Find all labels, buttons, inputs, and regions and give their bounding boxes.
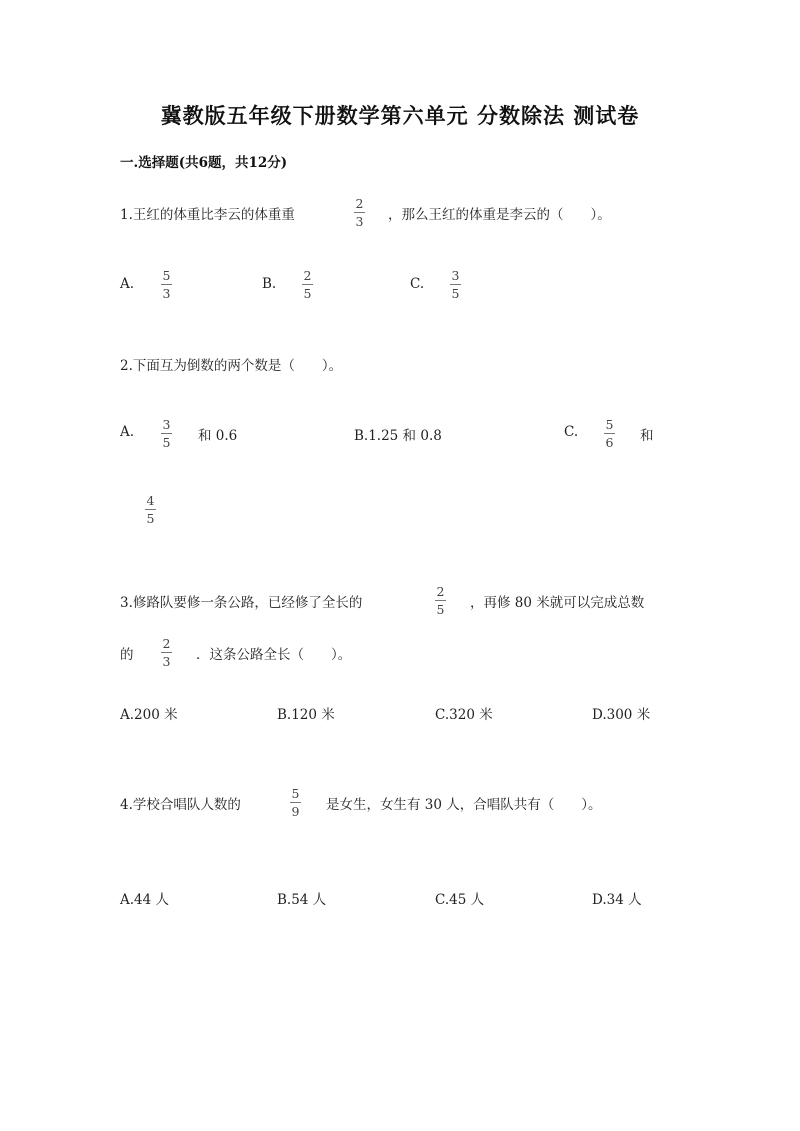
question-3-stem-line2-tail: ．这条公路全长（ ）。 xyxy=(196,647,352,663)
question-1-option-a-label: A. xyxy=(120,276,135,292)
question-4-fraction: 5 9 xyxy=(291,786,300,819)
question-4-stem-tail: 是女生，女生有 30 人，合唱队共有（ ）。 xyxy=(326,797,602,813)
section-heading: 一.选择题(共6题，共12分) xyxy=(120,155,288,171)
question-2-option-c-fraction-2: 4 5 xyxy=(146,493,155,526)
question-2-option-a-label: A. xyxy=(120,424,135,440)
question-3-option-c: C.320 米 xyxy=(435,707,493,723)
question-2-option-c-label: C. xyxy=(564,424,579,440)
question-3-fraction-2: 2 3 xyxy=(162,636,171,669)
question-1-option-b-fraction: 2 5 xyxy=(303,268,312,301)
question-4-stem: 4.学校合唱队人数的 xyxy=(120,797,241,813)
question-4-option-a: A.44 人 xyxy=(120,892,170,908)
question-2-option-c-tail: 和 xyxy=(640,428,654,444)
question-1-option-c-label: C. xyxy=(410,276,425,292)
question-3-option-d: D.300 米 xyxy=(592,707,651,723)
question-2-option-a-tail: 和 0.6 xyxy=(198,428,238,444)
question-3-fraction: 2 5 xyxy=(436,584,445,617)
question-3-option-a: A.200 米 xyxy=(120,707,178,723)
question-2-stem: 2.下面互为倒数的两个数是（ ）。 xyxy=(120,358,343,374)
question-4-option-d: D.34 人 xyxy=(592,892,642,908)
question-2-option-a-fraction: 3 5 xyxy=(162,417,171,450)
question-1-stem: 1.王红的体重比李云的体重重 xyxy=(120,207,295,223)
question-2-option-b: B.1.25 和 0.8 xyxy=(354,428,442,444)
question-1-stem-tail: ，那么王红的体重是李云的（ ）。 xyxy=(388,207,611,223)
question-4-option-c: C.45 人 xyxy=(435,892,485,908)
question-3-stem-tail: ，再修 80 米就可以完成总数 xyxy=(470,595,645,611)
question-1-option-c-fraction: 3 5 xyxy=(451,268,460,301)
question-3-stem: 3.修路队要修一条公路，已经修了全长的 xyxy=(120,595,363,611)
question-2-option-c-fraction: 5 6 xyxy=(605,417,614,450)
question-3-stem-line2: 的 xyxy=(120,647,134,663)
page-title: 冀教版五年级下册数学第六单元 分数除法 测试卷 xyxy=(160,103,640,128)
question-1-option-b-label: B. xyxy=(262,276,277,292)
question-1-fraction: 2 3 xyxy=(355,196,364,229)
question-1-option-a-fraction: 5 3 xyxy=(162,268,171,301)
question-4-option-b: B.54 人 xyxy=(277,892,327,908)
question-3-option-b: B.120 米 xyxy=(277,707,335,723)
